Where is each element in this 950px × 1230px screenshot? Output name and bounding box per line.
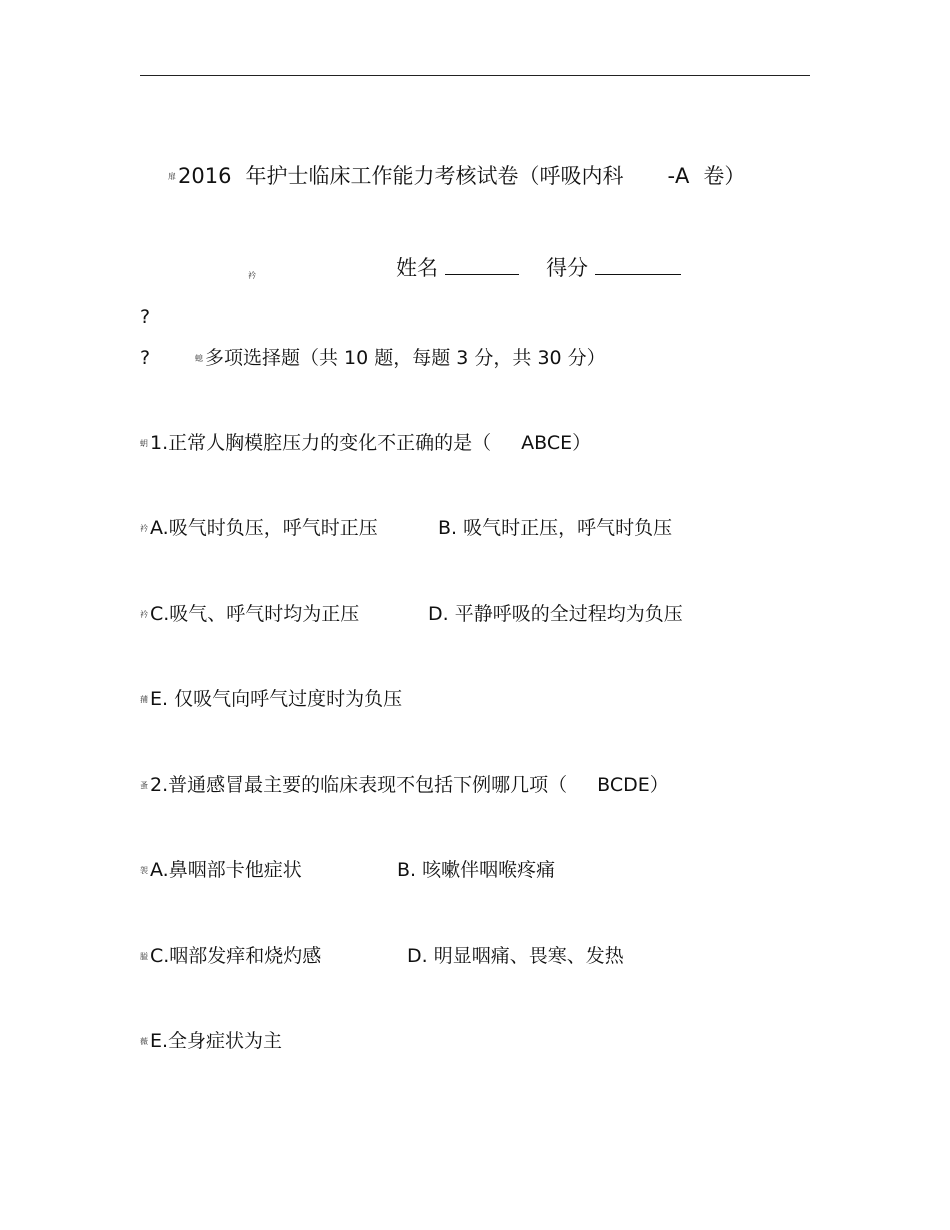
title-mark: 扉 [168,172,176,181]
q2-option-d: D. 明显咽痛、畏寒、发热 [407,945,624,967]
q2-options-row-2 [140,944,321,969]
q1-option-d: D. 平静呼吸的全过程均为负压 [428,603,683,625]
score-label: 得分 [546,256,589,280]
stray-mark-2: ? [140,347,151,369]
q2-row1-mark: 袈 [140,865,148,875]
q1-options-row-1 [140,516,378,541]
q2-row3-mark: 薇 [140,1036,148,1046]
q2-stem-text: 2.普通感冒最主要的临床表现不包括下例哪几项（ [150,774,568,796]
q1-mark: 蚏 [140,438,148,448]
q1-row1-mark: 衿 [140,523,148,533]
name-label: 姓名 [396,256,438,280]
name-mark-line [248,263,258,288]
q1-option-a: A.吸气时负压，呼气时正压 [150,517,378,539]
title-suffix: -A [667,164,690,188]
title-main: 年护士临床工作能力考核试卷（呼吸内科 [245,164,624,188]
name-score-fields [396,256,681,280]
q2-row2-mark: 膉 [140,951,148,961]
name-mark: 衿 [248,270,256,280]
q1-stem-text: 1.正常人胸模腔压力的变化不正确的是（ [150,432,492,454]
question-2-stem [140,773,669,798]
section-mark: 螅 [195,353,203,363]
q1-row2-mark: 衿 [140,609,148,619]
q2-mark: 蚤 [140,780,148,790]
title-end: 卷） [703,164,746,188]
q2-options-row-1 [140,858,302,883]
stray-mark-1: ? [140,306,151,328]
q1-option-c: C.吸气、呼气时均为正压 [150,603,360,625]
q2-option-b: B. 咳嗽伴咽喉疼痛 [397,859,556,881]
q1-option-b: B. 吸气时正压，呼气时负压 [438,517,673,539]
q2-option-e: E.全身症状为主 [150,1030,283,1052]
header-rule [140,75,810,76]
q1-close: ） [572,432,592,454]
q1-answer: ABCE [521,432,573,454]
q1-option-e: E. 仅吸气向呼气过度时为负压 [150,688,403,710]
q2-option-c: C.咽部发痒和烧灼感 [150,945,322,967]
section-heading [195,346,606,371]
section-text: 多项选择题（共 10 题，每题 3 分，共 30 分） [205,347,606,369]
title-year: 2016 [178,164,232,188]
exam-title [168,164,745,189]
question-1-stem [140,431,591,456]
q2-option-a: A.鼻咽部卡他症状 [150,859,302,881]
q2-close: ） [649,774,669,796]
q1-options-row-3 [140,687,402,712]
score-blank[interactable] [595,256,681,275]
q2-options-row-3 [140,1029,282,1054]
q1-row3-mark: 蒱 [140,694,148,704]
q2-answer: BCDE [597,774,650,796]
name-blank[interactable] [445,256,519,275]
q1-options-row-2 [140,602,359,627]
